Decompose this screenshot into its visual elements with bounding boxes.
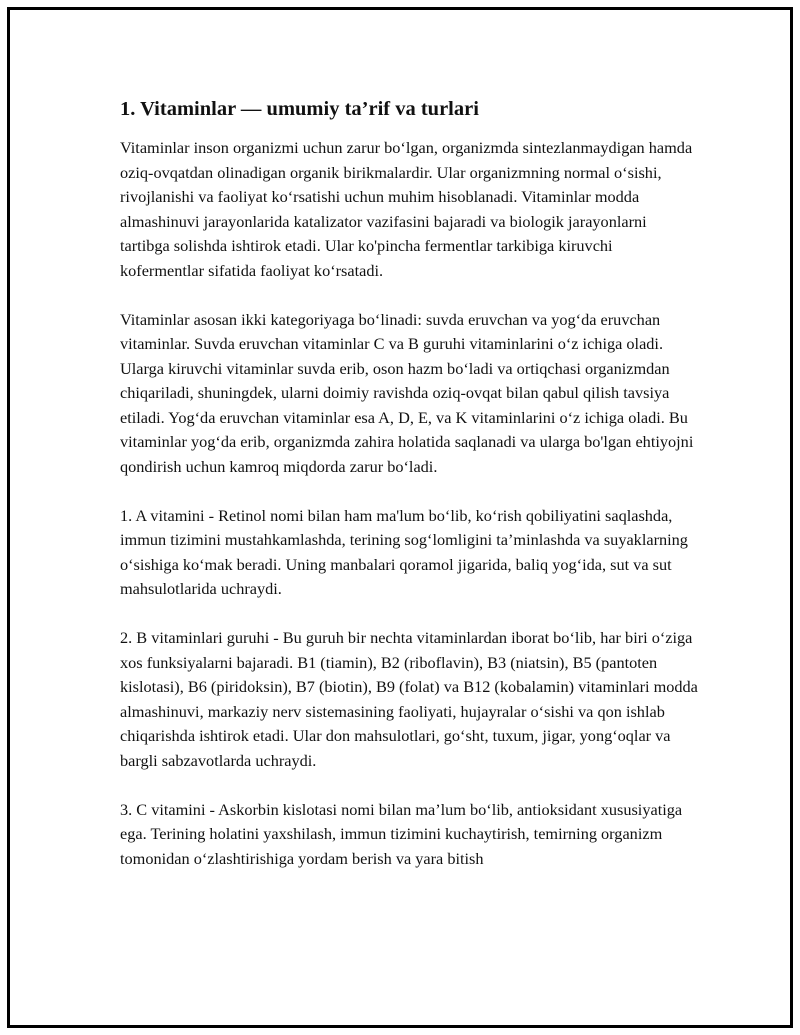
paragraph-vitamin-categories: Vitaminlar asosan ikki kategoriyaga bo‘linadi: suvda eruvchan va yog‘da eruvchan vitaminlar. Suvda eruvchan vitaminlar C va B guruhi vitaminlarini o‘z ichiga oladi. Ularga kiruvchi vitaminlar suvda erib, oson hazm bo‘ladi va ortiqchasi organizmdan chiqariladi, shuningdek, ularni doimiy ravishda oziq-ovqat bilan qabul qilish tavsiya etiladi. Yog‘da eruvchan vitaminlar esa A, D, E, va K vitaminlarini o‘z ichiga oladi. Bu vitaminlar yog‘da erib, organizmda zahira holatida saqlanadi va ularga bo'lgan ehtiyojni qondirish uchun kamroq miqdorda zarur bo‘ladi. [120, 309, 694, 476]
document-content [120, 96, 700, 896]
paragraph-vitamin-c: 3. C vitamini - Askorbin kislotasi nomi bilan ma’lum bo‘lib, antioksidant xususiyatiga ega. Terining holatini yaxshilash, immun tizimini kuchaytirish, temirning organizm tomonidan o‘zlashtirishiga yordam berish va yara bitish [120, 799, 683, 868]
section-title: 1. Vitaminlar — umumiy ta’rif va turlari [120, 98, 479, 120]
paragraph-vitamins-definition: Vitaminlar inson organizmi uchun zarur bo‘lgan, organizmda sintezlanmaydigan hamda oziq-ovqatdan olinadigan organik birikmalardir. Ular organizmning normal o‘sishi, rivojlanishi va faoliyat ko‘rsatishi uchun muhim hisoblanadi. Vitaminlar modda almashinuvi jarayonlarida katalizator vazifasini bajaradi va biologik jarayonlarni tartibga solishda ishtirok etadi. Ular ko'pincha fermentlar tarkibiga kiruvchi kofermentlar sifatida faoliyat ko‘rsatadi. [120, 138, 693, 280]
paragraph-vitamin-a: 1. A vitamini - Retinol nomi bilan ham ma'lum bo‘lib, ko‘rish qobiliyatini saqlashda, immun tizimini mustahkamlashda, terining sog‘lomligini ta’minlashda va suyaklarning o‘sishiga ko‘mak beradi. Uning manbalari qoramol jigarida, baliq yog‘ida, sut va sut mahsulotlarida uchraydi. [120, 505, 688, 598]
paragraph-vitamin-b-group: 2. B vitaminlari guruhi - Bu guruh bir nechta vitaminlardan iborat bo‘lib, har biri o‘ziga xos funksiyalarni bajaradi. B1 (tiamin), B2 (riboflavin), B3 (niatsin), B5 (pantoten kislotasi), B6 (piridoksin), B7 (biotin), B9 (folat) va B12 (kobalamin) vitaminlari modda almashinuvi, markaziy nerv sistemasining faoliyati, hujayralar o‘sishi va qon ishlab chiqarishda ishtirok etadi. Ular don mahsulotlari, go‘sht, tuxum, jigar, yong‘oqlar va bargli sabzavotlarda uchraydi. [120, 628, 698, 770]
document-page [7, 7, 793, 1028]
